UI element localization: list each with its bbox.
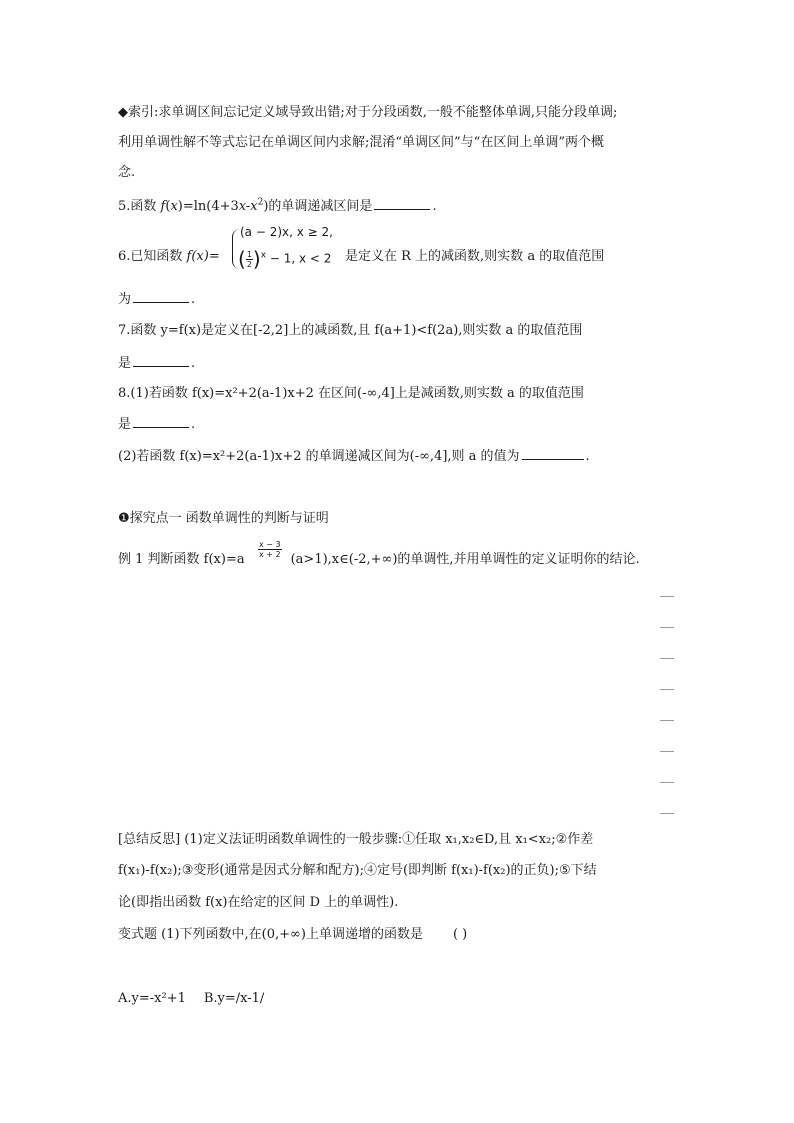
question-8-line-1: 8.(1)若函数 f(x)=x²+2(a-1)x+2 在区间(-∞,4]上是减函数,则实数 a 的取值范围 (118, 386, 584, 401)
question-6-line-2: 为 . (118, 292, 196, 307)
question-8-line-3: (2)若函数 f(x)=x²+2(a-1)x+2 的单调递减区间为(-∞,4],则 a 的值为 . (118, 449, 590, 464)
question-7-line-2: 是 . (118, 356, 196, 371)
answer-blank-q7[interactable] (133, 354, 189, 367)
option-b[interactable]: B.y=/x-1/ (203, 991, 265, 1006)
index-note-line-1: ◆索引:求单调区间忘记定义域导致出错;对于分段函数,一般不能整体单调,只能分段单调; (118, 105, 618, 120)
piecewise-case-1: (a − 2)x, x ≥ 2, (240, 225, 333, 239)
option-a[interactable]: A.y=-x²+1 (118, 991, 186, 1006)
variant-question: 变式题 (1)下列函数中,在(0,+∞)上单调递增的函数是 ( ) (118, 927, 468, 942)
example-1: 例 1 判断函数 f(x)=a (a>1),x∈(-2,+∞)的单调性,并用单调性的定义证明你的结论. (118, 552, 640, 567)
answer-dash (660, 751, 674, 752)
answer-blank-q8-1[interactable] (133, 415, 189, 428)
answer-dash (660, 720, 674, 721)
answer-dash (660, 813, 674, 814)
piecewise-case-2: ( $\frac{1}{2}$ )$^x$ − 1, x < 2 (238, 247, 332, 271)
index-note-line-3: 念. (118, 165, 136, 180)
question-6-suffix: 是定义在 R 上的减函数,则实数 a 的取值范围 (345, 249, 605, 264)
options-row (118, 990, 264, 1008)
answer-dash (660, 627, 674, 628)
summary-line-2: f(x₁)-f(x₂);③变形(通常是因式分解和配方);④定号(即判断 f(x₁)-f(x₂)的正负);⑤下结 (118, 863, 597, 878)
answer-blank-q5[interactable] (374, 197, 430, 210)
answer-dash (660, 689, 674, 690)
answer-dash (660, 596, 674, 597)
answer-paren[interactable]: ( ) (452, 927, 468, 942)
answer-blank-q8-2[interactable] (522, 447, 584, 460)
question-5: 5.函数 $f(x)=\ln(4+3x-x^2)$的单调递减区间是 . (118, 197, 437, 214)
section-marker-icon: ❶ (118, 511, 130, 526)
answer-blank-q6[interactable] (133, 290, 189, 303)
summary-line-3: 论(即指出函数 f(x)在给定的区间 D 上的单调性). (118, 895, 399, 910)
index-note-line-2: 利用单调性解不等式忘记在单调区间内求解;混淆“单调区间”与“在区间上单调”两个概 (118, 135, 604, 150)
section-heading: ❶探究点一 函数单调性的判断与证明 (118, 511, 329, 526)
example-1-exponent: $\frac{x - 3}{x + 2}$ (259, 540, 281, 559)
answer-dash (660, 782, 674, 783)
summary-line-1: [总结反思] (1)定义法证明函数单调性的一般步骤:①任取 x₁,x₂∈D,且 x₁<x₂;②作差 (118, 832, 594, 847)
answer-dash (660, 658, 674, 659)
question-8-line-2: 是 . (118, 417, 196, 432)
question-6-prefix: 6.已知函数 f(x)= (118, 249, 220, 264)
question-7-line-1: 7.函数 y=f(x)是定义在[-2,2]上的减函数,且 f(a+1)<f(2a),则实数 a 的取值范围 (118, 323, 583, 338)
